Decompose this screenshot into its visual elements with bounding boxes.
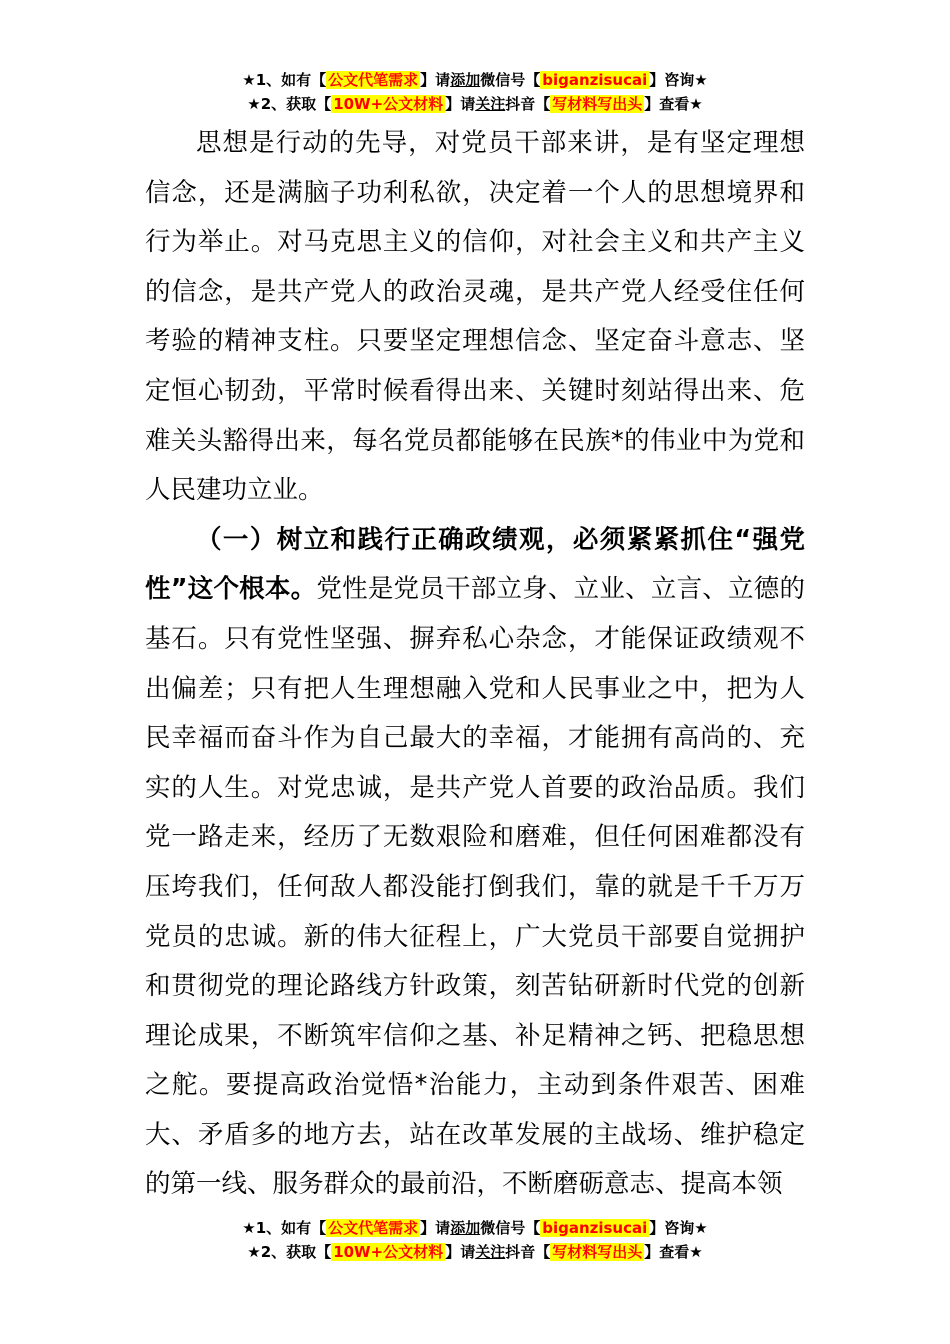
promo-douyin-id: 写材料写出头 (552, 95, 643, 113)
promo-text: 抖音【 (505, 1243, 551, 1261)
document-body (145, 119, 805, 1210)
promo-highlight: 10W+公文材料 (333, 1243, 444, 1261)
promo-text: ★1、如有【 (242, 71, 327, 89)
promo-text: ★2、获取【 (247, 95, 332, 113)
promo-text: 】请 (420, 1219, 451, 1237)
promo-text: 】查看★ (644, 95, 703, 113)
promo-text: 】咨询★ (649, 71, 708, 89)
promo-text: 抖音【 (505, 95, 551, 113)
promo-underline: 关注 (475, 1243, 506, 1261)
promo-douyin-id: 写材料写出头 (552, 1243, 643, 1261)
promo-highlight: 公文代笔需求 (328, 1219, 419, 1237)
body-paragraph-1: 思想是行动的先导，对党员干部来讲，是有坚定理想信念，还是满脑子功利私欲，决定着一个人的思想境界和行为举止。对马克思主义的信仰，对社会主义和共产主义的信念，是共产党人的政治灵魂，是共产党人经受住任何考验的精神支柱。只要坚定理想信念、坚定奋斗意志、坚定恒心韧劲，平常时候看得出来、关键时刻站得出来、危难关头豁得出来，每名党员都能够在民族*的伟业中为党和人民建功立业。 (145, 128, 805, 506)
promo-underline: 添加 (450, 1219, 481, 1237)
promo-line-2 (0, 92, 950, 116)
promo-line-2 (0, 1240, 950, 1264)
section-text: 党性是党员干部立身、立业、立言、立德的基石。只有党性坚强、摒弃私心杂念，才能保证政绩观不出偏差；只有把人生理想融入党和人民事业之中，把为人民幸福而奋斗作为自己最大的幸福，才能拥有高尚的、充实的人生。对党忠诚，是共产党人首要的政治品质。我们党一路走来，经历了无数艰险和磨难，但任何困难都没有压垮我们，任何敌人都没能打倒我们，靠的就是千千万万党员的忠诚。新的伟大征程上，广大党员干部要自觉拥护和贯彻党的理论路线方针政策，刻苦钻研新时代党的创新理论成果，不断筑牢信仰之基、补足精神之钙、把稳思想之舵。要提高政治觉悟*治能力，主动到条件艰苦、困难大、矛盾多的地方去，站在改革发展的主战场、维护稳定的第一线、服务群众的最前沿，不断磨砺意志、提高本领 (145, 574, 805, 1200)
promo-text: 】请 (445, 1243, 476, 1261)
promo-line-1 (0, 68, 950, 92)
promo-text: ★2、获取【 (247, 1243, 332, 1261)
body-paragraph-2 (145, 516, 805, 1210)
promo-wechat-id: biganzisucai (542, 71, 648, 89)
promo-text: ★1、如有【 (242, 1219, 327, 1237)
promo-underline: 添加 (450, 71, 481, 89)
promo-text: 微信号【 (480, 71, 541, 89)
promo-text: 】请 (420, 71, 451, 89)
header-promo-banner (0, 68, 950, 116)
footer-promo-banner (0, 1216, 950, 1264)
promo-line-1 (0, 1216, 950, 1240)
promo-underline: 关注 (475, 95, 506, 113)
promo-text: 】查看★ (644, 1243, 703, 1261)
promo-wechat-id: biganzisucai (542, 1219, 648, 1237)
promo-text: 】咨询★ (649, 1219, 708, 1237)
promo-highlight: 10W+公文材料 (333, 95, 444, 113)
promo-text: 微信号【 (480, 1219, 541, 1237)
section-heading: （一）树立和践行正确政绩观，必须紧紧抓住“强党性”这个根本。 (145, 524, 805, 605)
promo-text: 】请 (445, 95, 476, 113)
promo-highlight: 公文代笔需求 (328, 71, 419, 89)
